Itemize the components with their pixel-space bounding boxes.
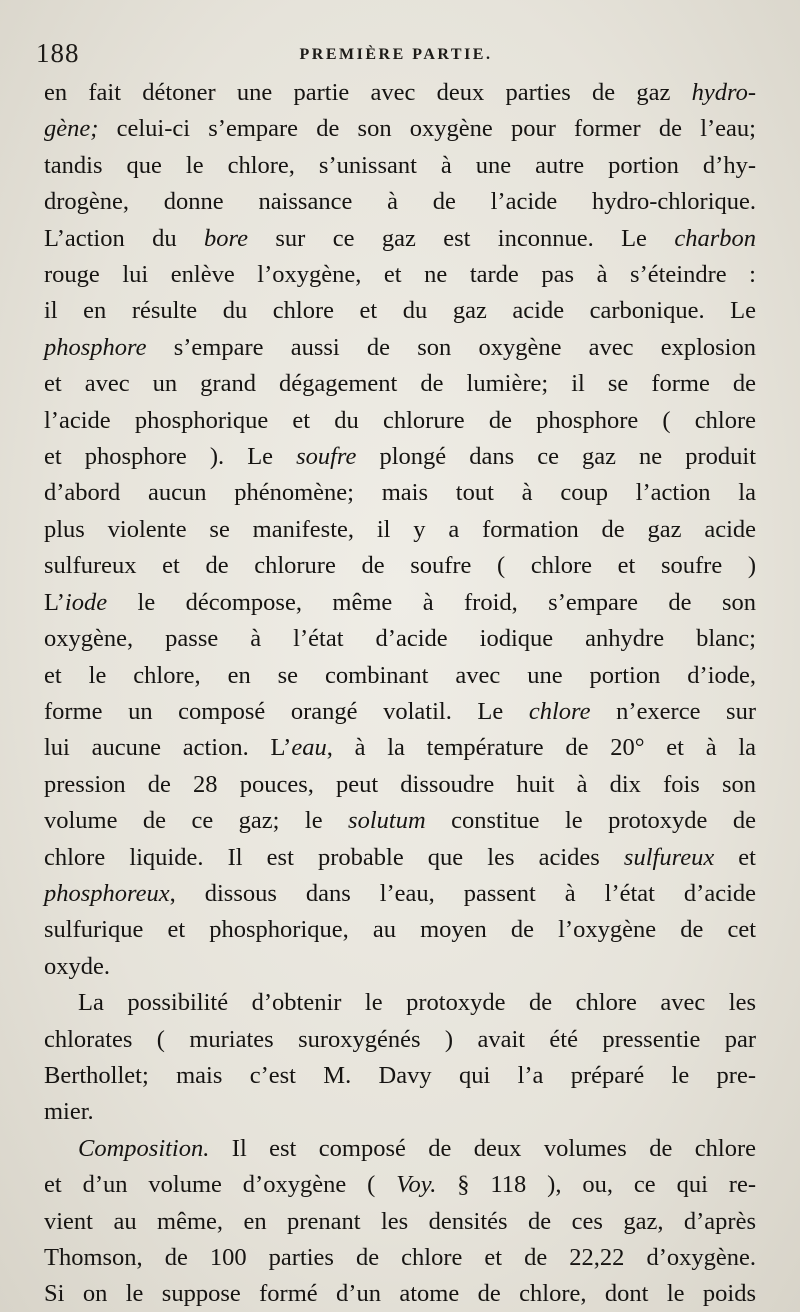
text-run: L’	[44, 588, 65, 616]
text-run: La possibilité d’obtenir le protoxyde de chlore avec les	[78, 989, 756, 1017]
text-run: Il est composé de deux volumes de chlore	[209, 1134, 756, 1162]
italic-run: solutum	[348, 807, 426, 835]
text-run: mier.	[44, 1098, 94, 1126]
italic-run: soufre	[296, 443, 357, 471]
text-line	[44, 694, 756, 730]
text-line	[44, 512, 756, 548]
text-run: constitue le protoxyde de	[425, 807, 756, 835]
text-run: sulfurique et phosphorique, au moyen de l’oxygène de cet	[44, 916, 756, 944]
text-line	[44, 148, 756, 184]
paragraph	[44, 985, 756, 1131]
text-line	[44, 585, 756, 621]
text-run: vient au même, en prenant les densités de ces gaz, d’après	[44, 1207, 756, 1235]
text-run: , dissous dans l’eau, passent à l’état d’acide	[169, 879, 756, 907]
text-line	[44, 257, 756, 293]
text-line	[44, 1240, 756, 1276]
text-line	[44, 1204, 756, 1240]
text-run: d’abord aucun phénomène; mais tout à coup l’action la	[44, 479, 756, 507]
text-line	[44, 1094, 756, 1130]
text-run: § 118 ), ou, ce qui re-	[436, 1171, 756, 1199]
text-run: celui-ci s’empare de son oxygène pour former de l’eau;	[98, 115, 756, 143]
body-text	[44, 75, 756, 1312]
text-run: drogène, donne naissance à de l’acide hydro-chlorique.	[44, 188, 756, 216]
italic-run: hydro-	[691, 79, 756, 106]
text-run: rouge lui enlève l’oxygène, et ne tarde pas à s’éteindre :	[44, 261, 756, 289]
text-line	[44, 366, 756, 402]
italic-run: iode	[64, 588, 108, 616]
text-run: pression de 28 pouces, peut dissoudre huit à dix fois son	[44, 770, 756, 798]
text-line	[44, 658, 756, 694]
text-line	[44, 1131, 756, 1167]
text-run: Thomson, de 100 parties de chlore et de 22,22 d’oxygène.	[44, 1244, 756, 1271]
paragraph	[44, 75, 756, 985]
italic-run: chlore	[528, 697, 591, 725]
text-line	[44, 1058, 756, 1094]
text-run: oxyde.	[44, 952, 110, 980]
text-line	[44, 1022, 756, 1058]
text-line	[44, 548, 756, 584]
text-run: et phosphore ). Le	[44, 443, 297, 471]
text-run: , à la température de 20° et à la	[326, 734, 756, 762]
text-run: L’action du	[44, 224, 204, 252]
text-line	[44, 840, 756, 876]
text-line	[44, 803, 756, 839]
text-line	[44, 621, 756, 657]
text-run: forme un composé orangé volatil. Le	[44, 697, 529, 725]
italic-run: Composition.	[78, 1134, 210, 1162]
text-run: l’acide phosphorique et du chlorure de phosphore ( chlore	[44, 406, 756, 434]
text-line	[44, 330, 756, 366]
text-line	[44, 439, 756, 475]
italic-run: gène;	[44, 115, 99, 143]
text-run: chlorates ( muriates suroxygénés ) avait été pressentie par	[44, 1025, 756, 1053]
italic-run: phosphore	[44, 333, 147, 361]
text-line	[44, 403, 756, 439]
text-line	[44, 912, 756, 948]
text-run: il en résulte du chlore et du gaz acide carbonique. Le	[44, 297, 756, 325]
text-run: et le chlore, en se combinant avec une portion d’iode,	[44, 661, 756, 689]
text-line	[44, 293, 756, 329]
text-run: chlore liquide. Il est probable que les acides	[44, 843, 624, 871]
text-run: et d’un volume d’oxygène (	[44, 1171, 397, 1199]
text-run: oxygène, passe à l’état d’acide iodique anhydre blanc;	[44, 625, 756, 653]
text-run: n’exerce sur	[590, 697, 757, 725]
running-title: PREMIÈRE PARTIE.	[299, 46, 493, 63]
text-line	[44, 75, 756, 111]
text-run: le décompose, même à froid, s’empare de son	[107, 588, 756, 616]
page-header	[36, 38, 756, 72]
text-line	[44, 876, 756, 912]
text-line	[44, 1276, 756, 1312]
text-line	[44, 767, 756, 803]
text-line	[44, 1167, 756, 1203]
text-line	[44, 184, 756, 220]
italic-run: charbon	[674, 224, 756, 252]
text-run: plus violente se manifeste, il y a formation de gaz acide	[44, 515, 756, 543]
text-run: sulfureux et de chlorure de soufre ( chlore et soufre )	[44, 552, 756, 580]
italic-run: sulfureux	[623, 843, 715, 871]
paragraph	[44, 1131, 756, 1312]
italic-run: phosphoreux	[44, 879, 170, 907]
text-run: sur ce gaz est inconnue. Le	[248, 224, 675, 252]
text-run: en fait détoner une partie avec deux parties de gaz	[44, 79, 692, 106]
italic-run: bore	[204, 224, 248, 252]
italic-run: Voy.	[396, 1171, 437, 1199]
text-run: Si on le suppose formé d’un atome de chlore, dont le poids	[44, 1280, 756, 1308]
text-line	[44, 475, 756, 511]
text-run: plongé dans ce gaz ne produit	[356, 443, 756, 471]
text-run: s’empare aussi de son oxygène avec explosion	[146, 333, 756, 361]
text-run: et avec un grand dégagement de lumière; il se forme de	[44, 370, 756, 398]
page-number: 188	[36, 38, 80, 68]
text-run: volume de ce gaz; le	[44, 807, 349, 835]
text-run: tandis que le chlore, s’unissant à une autre portion d’hy-	[44, 151, 756, 179]
text-line	[44, 985, 756, 1021]
text-run: Berthollet; mais c’est M. Davy qui l’a préparé le pre-	[44, 1061, 756, 1089]
text-line	[44, 221, 756, 257]
text-run: et	[714, 843, 756, 871]
text-line	[44, 111, 756, 147]
text-run: lui aucune action. L’	[44, 734, 292, 762]
text-line	[44, 730, 756, 766]
italic-run: eau	[291, 734, 327, 762]
text-line	[44, 949, 756, 985]
